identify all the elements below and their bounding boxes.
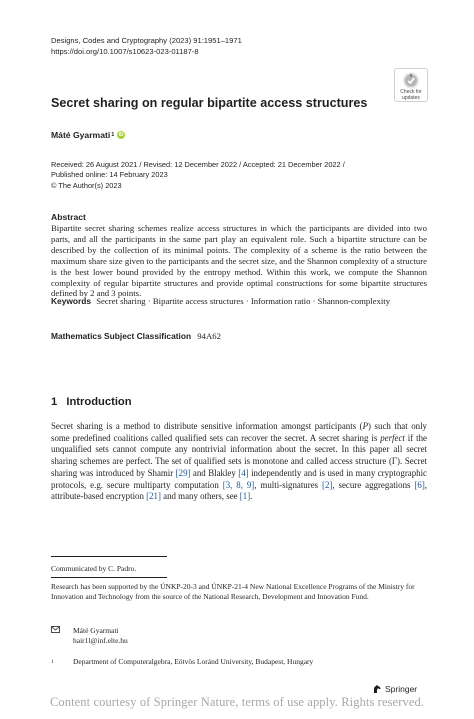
publisher-name: Springer [385,684,418,694]
check-for-updates-badge[interactable] [394,68,428,102]
section-heading [51,396,132,408]
citation-link[interactable]: [21] [146,491,161,502]
author-name[interactable]: Máté Gyarmati [51,130,111,140]
intro-text: if the unqualified sets cannot compute any nontrivial information about the secret. In this paper all secret sharing schemes are perfect. The set of qualified sets is monotone and called access structure (Γ). Secret sharing was introduced by Shamir [51,432,427,478]
intro-text: Secret sharing is a method to distribute sensitive information amongst participants ( [51,421,363,431]
citation-link[interactable]: [3, 8, 9] [222,479,255,490]
contact-info [51,626,427,646]
abstract-text: Bipartite secret sharing schemes realize access structures in which the participants are divided into two parts, and all the participants in the same part play an equivalent role. Such a bipartite structure can be described by the collection of its minimal points. The complexity of a scheme is the ratio between the maximum share size given to the participants and the secret size, and the Shannon complexity of a structure is the best lower bound provided by the entropy method. Within this work, we compute the Shannon complexity of regular bipartite structures and provide optimal constructions for some bipartite structures defined by 2 and 3 points. [51,223,427,299]
intro-text: . [250,491,253,502]
intro-text: and Blakley [190,467,239,478]
intro-text: independently and is used in many cryptographic protocols, e.g. secure multiparty computation [51,467,427,490]
crossmark-label: Check for [400,89,422,95]
envelope-icon [51,626,73,646]
msc-classification [51,331,221,341]
crossmark-label: updates [402,94,420,101]
footnote-divider [51,556,167,557]
msc-label: Mathematics Subject Classification [51,331,192,341]
springer-horse-icon [372,684,382,694]
orcid-icon[interactable]: iD [118,132,124,138]
journal-line: Designs, Codes and Cryptography (2023) 91:1951–1971 [51,36,242,45]
intro-text: , attribute-based encryption [51,479,427,502]
section-title: Introduction [66,396,132,408]
keywords-text: Secret sharing · Bipartite access structures · Information ratio · Shannon-complexity [96,296,391,306]
introduction-paragraph [51,421,427,503]
intro-emphasis: perfect [380,432,405,443]
courtesy-watermark: Content courtesy of Springer Nature, terms of use apply. Rights reserved. [49,695,425,709]
citation-link[interactable]: [29] [175,467,191,478]
affiliation-mark: 1 [51,659,54,665]
journal-citation [51,36,242,57]
citation-link[interactable]: [6] [414,479,425,490]
intro-text: ) such that only some predefined coalitions called qualified sets can recover the secret. A secret sharing is [51,421,427,443]
author-line [51,130,125,140]
published-online: Published online: 14 February 2023 [51,170,168,180]
footnote-divider [51,577,167,578]
keywords-label: Keywords [51,296,92,306]
intro-text: , multi-signatures [254,479,323,490]
publication-dates [51,160,345,191]
intro-symbol: P [362,421,369,431]
intro-text: and many others, see [160,491,240,502]
keywords [51,296,427,307]
affiliation [51,657,427,667]
msc-value: 94A62 [197,331,221,341]
paper-title: Secret sharing on regular bipartite access structures [51,96,368,110]
publisher-logo [372,684,417,694]
communicated-by: Communicated by C. Padro. [51,564,137,573]
contact-name: Máté Gyarmati [73,626,119,635]
crossmark-icon [402,72,420,89]
affiliation-text: Department of Computeralgebra, Eötvös Loránd University, Budapest, Hungary [73,657,314,666]
citation-link[interactable]: [4] [238,467,249,478]
doi-link[interactable]: https://doi.org/10.1007/s10623-023-01187-8 [51,46,199,56]
contact-email[interactable]: hair1l@inf.elte.hu [73,636,128,646]
affiliation-mark: 1 [111,132,115,138]
intro-text: , secure aggregations [332,479,415,490]
copyright: © The Author(s) 2023 [51,180,122,190]
funding-note: Research has been supported by the ÚNKP-20-3 and ÚNKP-21-4 New National Excellence Programs of the Ministry for Innovation and Technology from the source of the National Research, Development and Innovation Fund. [51,582,415,602]
section-number: 1 [51,396,58,408]
citation-link[interactable]: [1] [239,491,251,502]
abstract-heading: Abstract [51,212,86,222]
citation-link[interactable]: [2] [322,479,333,490]
dates-line: Received: 26 August 2021 / Revised: 12 December 2022 / Accepted: 21 December 2022 / [51,160,345,169]
